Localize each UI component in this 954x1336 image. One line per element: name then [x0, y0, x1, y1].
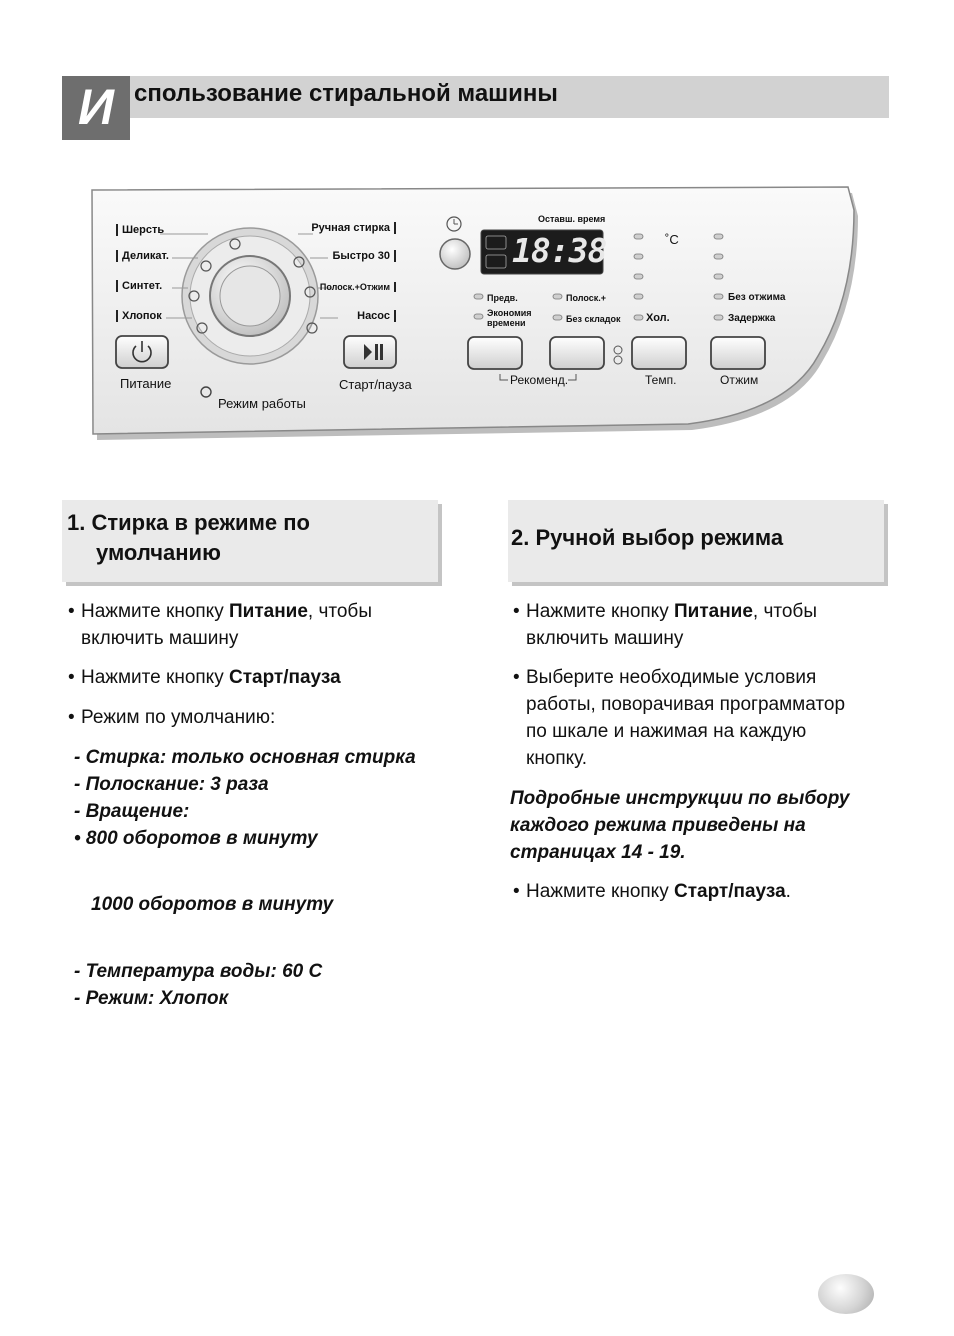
program-label-cotton: Хлопок: [116, 310, 162, 322]
section2-title: 2. Ручной выбор режима: [511, 525, 784, 550]
section1-item-1: • Нажмите кнопку Питание, чтобы включить машину: [68, 601, 372, 649]
default-spin-800: • 800 оборотов в минуту: [74, 828, 318, 849]
program-label-rinse-spin: Полоск.+Отжим: [320, 282, 396, 292]
section1-item-2: • Нажмите кнопку Старт/пауза: [68, 667, 341, 688]
time-saving-label: Экономия времени: [487, 308, 532, 328]
default-mode: - Режим: Хлопок: [74, 988, 229, 1009]
program-label-drain: Насос: [357, 310, 396, 322]
no-crease-label: Без складок: [566, 314, 621, 324]
no-spin-label: Без отжима: [728, 292, 786, 303]
header-initial: И: [62, 76, 130, 140]
spin-label: Отжим: [720, 373, 759, 387]
program-label-quick-30: Быстро 30: [332, 250, 396, 262]
section2-item-1: • Нажмите кнопку Питание, чтобы включить машину: [513, 601, 817, 649]
section2-item-2: • Выберите необходимые условия работы, поворачивая программатор по шкале и нажимая на каждую кнопку.: [513, 667, 846, 769]
section1-item-3: • Режим по умолчанию:: [68, 707, 276, 728]
page-number-oval: [818, 1274, 874, 1314]
default-temperature: - Температура воды: 60 С: [74, 961, 323, 982]
program-label-wool: Шерсть: [116, 224, 164, 236]
default-rinse: - Полоскание: 3 раза: [74, 774, 269, 795]
control-panel-illustration: [88, 186, 860, 450]
rinse-plus-label: Полоск.+: [566, 293, 606, 303]
page-title: спользование стиральной машины: [134, 80, 558, 107]
program-label-synthetic: Синтет.: [116, 280, 162, 292]
section1-title-line2: умолчанию: [96, 540, 221, 565]
start-pause-label: Старт/пауза: [339, 377, 412, 392]
power-label: Питание: [120, 376, 172, 391]
section2-item-3: • Нажмите кнопку Старт/пауза.: [513, 881, 791, 902]
remaining-time-label: Оставш. время: [538, 214, 606, 224]
section2-note-line2: каждого режима приведены на: [510, 815, 806, 836]
cold-label: Хол.: [646, 312, 670, 324]
delay-label: Задержка: [728, 313, 776, 324]
temp-unit-label: ˚C: [665, 232, 679, 247]
temp-label: Темп.: [645, 373, 677, 387]
program-label-hand-wash: Ручная стирка: [311, 222, 396, 234]
default-spin: - Вращение:: [74, 801, 190, 822]
prewash-label: Предв.: [487, 293, 518, 303]
recommended-label: Рекоменд.: [510, 373, 569, 387]
default-wash: - Стирка: только основная стирка: [74, 747, 416, 768]
mode-label: Режим работы: [218, 396, 306, 411]
section2-note-line1: Подробные инструкции по выбору: [510, 788, 850, 809]
time-display: 18:38: [512, 231, 607, 270]
program-label-delicate: Деликат.: [116, 250, 169, 262]
section1-title-line1: 1. Стирка в режиме по: [67, 510, 310, 535]
default-spin-1000: 1000 оборотов в минуту: [91, 894, 334, 915]
section2-note-line3: страницах 14 - 19.: [510, 842, 686, 863]
